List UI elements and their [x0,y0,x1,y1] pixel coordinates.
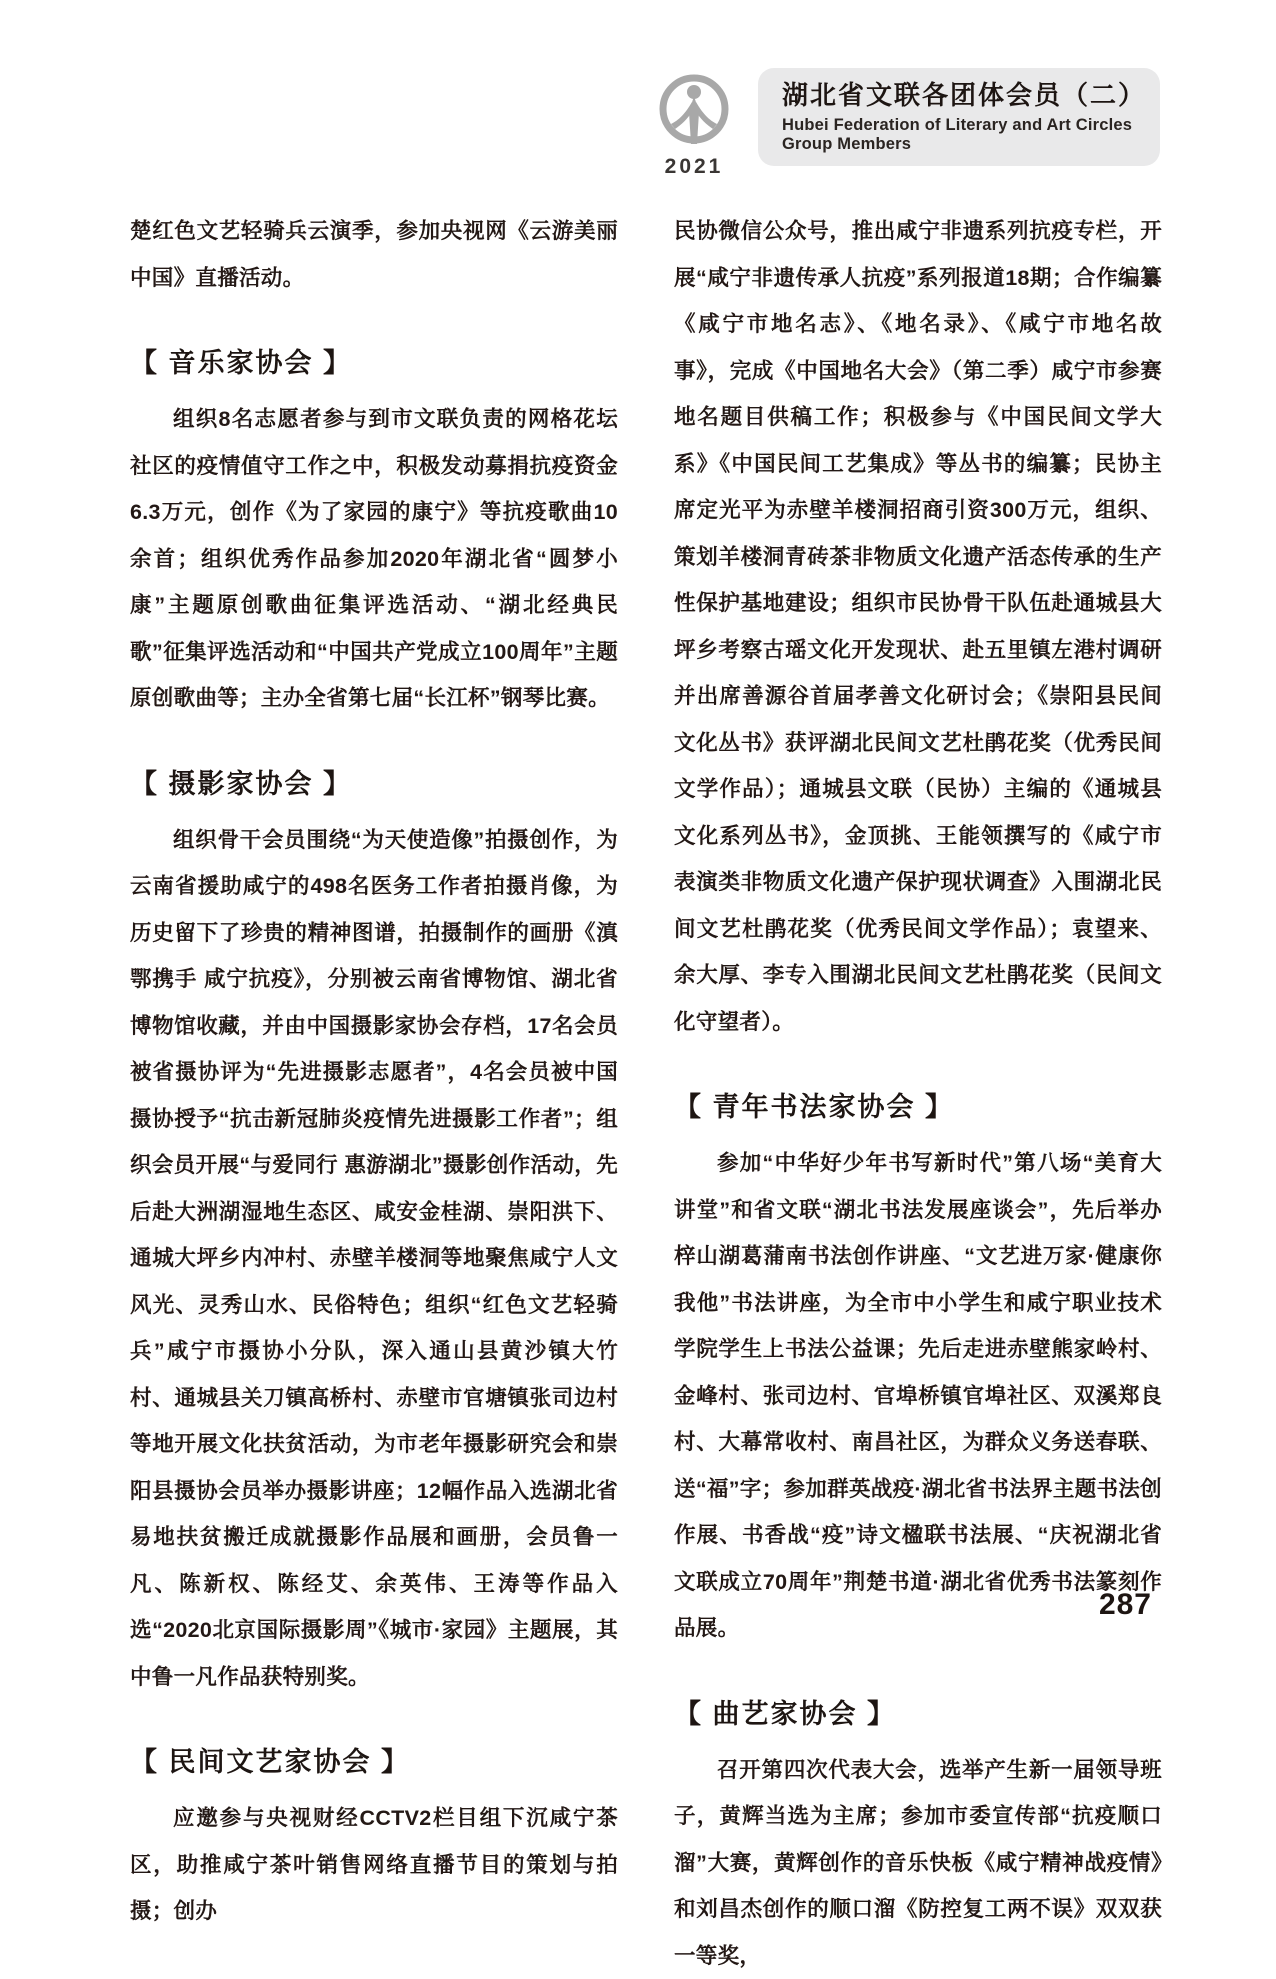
section-heading-photography: 【 摄影家协会 】 [130,762,618,801]
section-heading-folk-art: 【 民间文艺家协会 】 [130,1740,618,1779]
column-left [130,208,618,1979]
page-number: 287 [1099,1588,1152,1622]
paragraph: 召开第四次代表大会，选举产生新一届领导班子，黄辉当选为主席；参加市委宣传部“抗疫顺口溜”大赛，黄辉创作的音乐快板《咸宁精神战疫情》和刘昌杰创作的顺口溜《防控复工两不误》双双获一等奖， [674,1747,1162,1979]
two-column-body [130,208,1162,1979]
section-heading-quyi: 【 曲艺家协会 】 [674,1692,1162,1731]
paragraph: 组织骨干会员围绕“为天使造像”拍摄创作，为云南省援助咸宁的498名医务工作者拍摄肖像，为历史留下了珍贵的精神图谱，拍摄制作的画册《滇鄂携手 咸宁抗疫》，分别被云南省博物馆、湖北省博物馆收藏，并由中国摄影家协会存档，17名会员被省摄协评为“先进摄影志愿者”，4名会员被中国摄协授予“抗击新冠肺炎疫情先进摄影工作者”；组织会员开展“与爱同行 惠游湖北”摄影创作活动，先后赴大洲湖湿地生态区、咸安金桂湖、崇阳洪下、通城大坪乡内冲村、赤壁羊楼洞等地聚焦咸宁人文风光、灵秀山水、民俗特色；组织“红色文艺轻骑兵”咸宁市摄协小分队，深入通山县黄沙镇大竹村、通城县关刀镇高桥村、赤壁市官塘镇张司边村等地开展文化扶贫活动，为市老年摄影研究会和崇阳县摄协会员举办摄影讲座；12幅作品入选湖北省易地扶贫搬迁成就摄影作品展和画册，会员鲁一凡、陈新权、陈经艾、余英伟、王涛等作品入选“2020北京国际摄影周”《城市·家园》主题展，其中鲁一凡作品获特别奖。 [130,817,618,1701]
federation-logo [640,72,748,179]
header-title-bar [758,68,1160,166]
section-heading-youth-calligraphy: 【 青年书法家协会 】 [674,1085,1162,1124]
page-header [640,68,1160,179]
paragraph: 楚红色文艺轻骑兵云演季，参加央视网《云游美丽中国》直播活动。 [130,208,618,301]
paragraph: 参加“中华好少年书写新时代”第八场“美育大讲堂”和省文联“湖北书法发展座谈会”，先后举办梓山湖葛蒲南书法创作讲座、“文艺进万家·健康你我他”书法讲座，为全市中小学生和咸宁职业技术学院学生上书法公益课；先后走进赤壁熊家岭村、金峰村、张司边村、官埠桥镇官埠社区、双溪郑良村、大幕常收村、南昌社区，为群众义务送春联、送“福”字；参加群英战疫·湖北省书法界主题书法创作展、书香战“疫”诗文楹联书法展、“庆祝湖北省文联成立70周年”荆楚书道·湖北省优秀书法篆刻作品展。 [674,1140,1162,1652]
paragraph: 民协微信公众号，推出咸宁非遗系列抗疫专栏，开展“咸宁非遗传承人抗疫”系列报道18期；合作编纂《咸宁市地名志》、《地名录》、《咸宁市地名故事》，完成《中国地名大会》（第二季）咸宁市参赛地名题目供稿工作；积极参与《中国民间文学大系》《中国民间工艺集成》等丛书的编纂；民协主席定光平为赤壁羊楼洞招商引资300万元，组织、策划羊楼洞青砖茶非物质文化遗产活态传承的生产性保护基地建设；组织市民协骨干队伍赴通城县大坪乡考察古瑶文化开发现状、赴五里镇左港村调研并出席善源谷首届孝善文化研讨会；《崇阳县民间文化丛书》获评湖北民间文艺杜鹃花奖（优秀民间文学作品）；通城县文联（民协）主编的《通城县文化系列丛书》，金顶挑、王能领撰写的《咸宁市表演类非物质文化遗产保护现状调查》入围湖北民间文艺杜鹃花奖（优秀民间文学作品）；袁望来、余大厚、李专入围湖北民间文艺杜鹃花奖（民间文化守望者）。 [674,208,1162,1045]
column-right [674,208,1162,1979]
paragraph: 应邀参与央视财经CCTV2栏目组下沉咸宁茶区，助推咸宁茶叶销售网络直播节目的策划与拍摄；创办 [130,1795,618,1935]
page-title-english: Hubei Federation of Literary and Art Circles Group Members [782,116,1134,154]
federation-emblem-icon [657,72,731,153]
section-heading-music: 【 音乐家协会 】 [130,341,618,380]
logo-year: 2021 [665,155,724,179]
page-title: 湖北省文联各团体会员（二） [782,80,1134,111]
paragraph: 组织8名志愿者参与到市文联负责的网格花坛社区的疫情值守工作之中，积极发动募捐抗疫资金6.3万元，创作《为了家园的康宁》等抗疫歌曲10余首；组织优秀作品参加2020年湖北省“圆梦小康”主题原创歌曲征集评选活动、“湖北经典民歌”征集评选活动和“中国共产党成立100周年”主题原创歌曲等；主办全省第七届“长江杯”钢琴比赛。 [130,396,618,722]
